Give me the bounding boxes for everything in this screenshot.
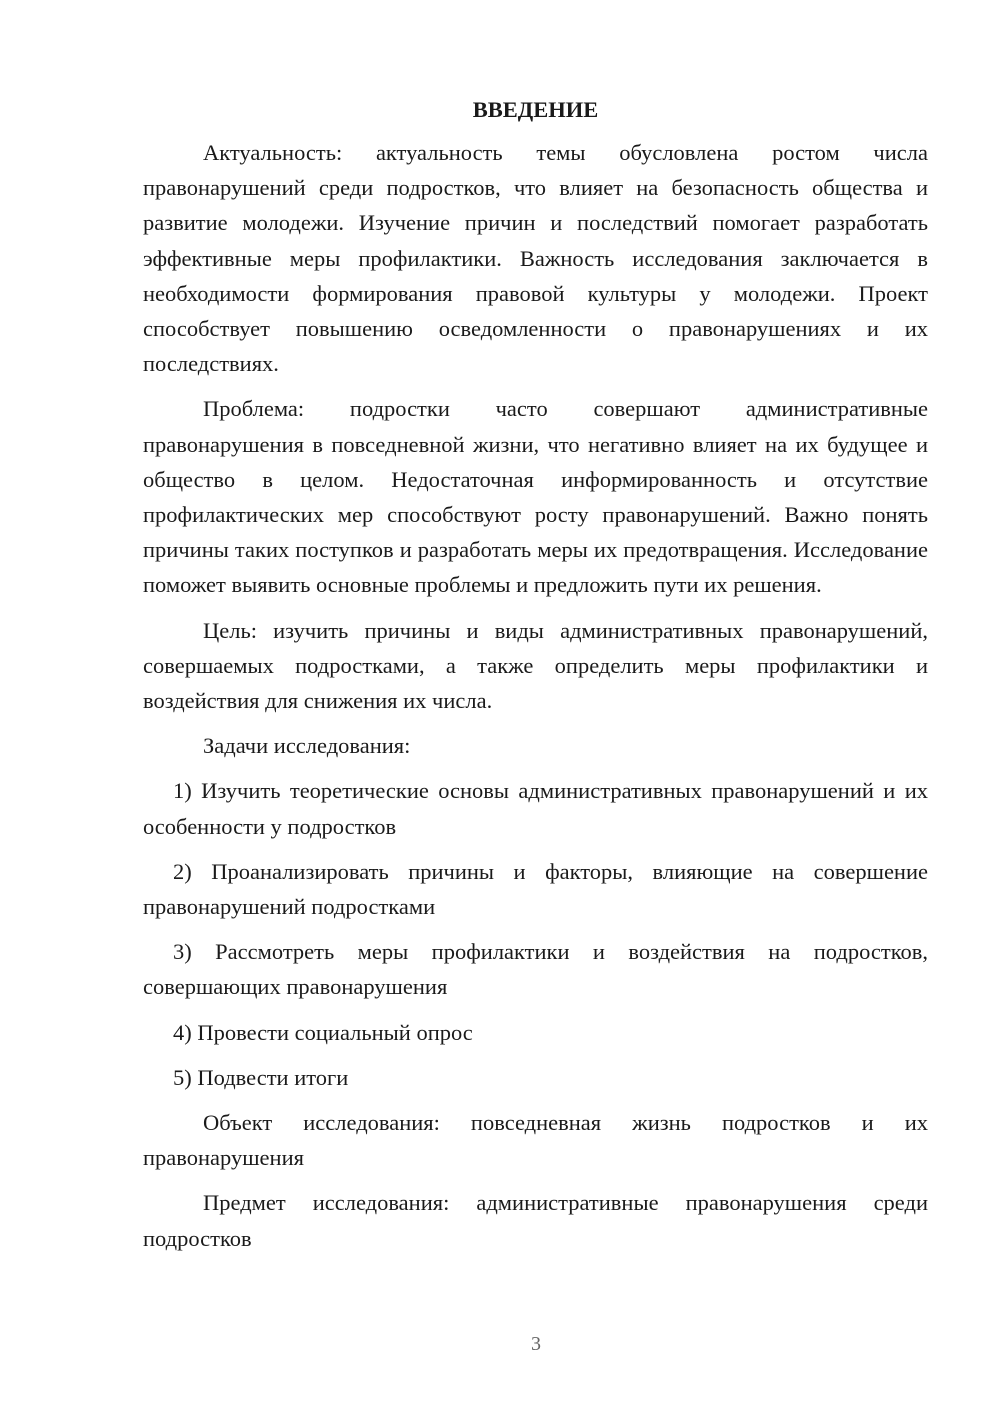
task-item: 5) Подвести итоги — [173, 1064, 349, 1090]
page-body — [143, 92, 928, 1256]
task-item: 4) Провести социальный опрос — [173, 1019, 473, 1045]
task-item: 3) Рассмотреть меры профилактики и воздействия на подростков, совершающих правонарушения — [143, 939, 928, 1000]
task-item: 1) Изучить теоретические основы административных правонарушений и их особенности у подростков — [143, 778, 928, 839]
tasks-intro: Задачи исследования: — [203, 733, 411, 759]
task-item: 2) Проанализировать причины и факторы, влияющие на совершение правонарушений подростками — [143, 858, 928, 920]
subject-paragraph: Предмет исследования: административные правонарушения среди подростков — [143, 1190, 928, 1251]
object-paragraph: Объект исследования: повседневная жизнь подростков и их правонарушения — [143, 1110, 928, 1171]
page-number: 3 — [531, 1333, 541, 1355]
relevance-paragraph: Актуальность: актуальность темы обусловлена ростом числа правонарушений среди подростков, что влияет на безопасность общества и развитие молодежи. Изучение причин и последствий помогает разработать эффективные меры профилактики. Важность исследования заключается в необходимости формирования правовой культуры у молодежи. Проект способствует повышению осведомленности о правонарушениях и их последствиях. — [143, 140, 928, 377]
goal-paragraph: Цель: изучить причины и виды административных правонарушений, совершаемых подростками, а также определить меры профилактики и воздействия для снижения их числа. — [143, 617, 928, 714]
problem-paragraph: Проблема: подростки часто совершают административные правонарушения в повседневной жизни, что негативно влияет на их будущее и общество в целом. Недостаточная информированность и отсутствие профилактических мер способствуют росту правонарушений. Важно понять причины таких поступков и разработать меры их предотвращения. Исследование поможет выявить основные проблемы и предложить пути их решения. — [143, 396, 928, 598]
page-title: ВВЕДЕНИЕ — [472, 97, 599, 122]
